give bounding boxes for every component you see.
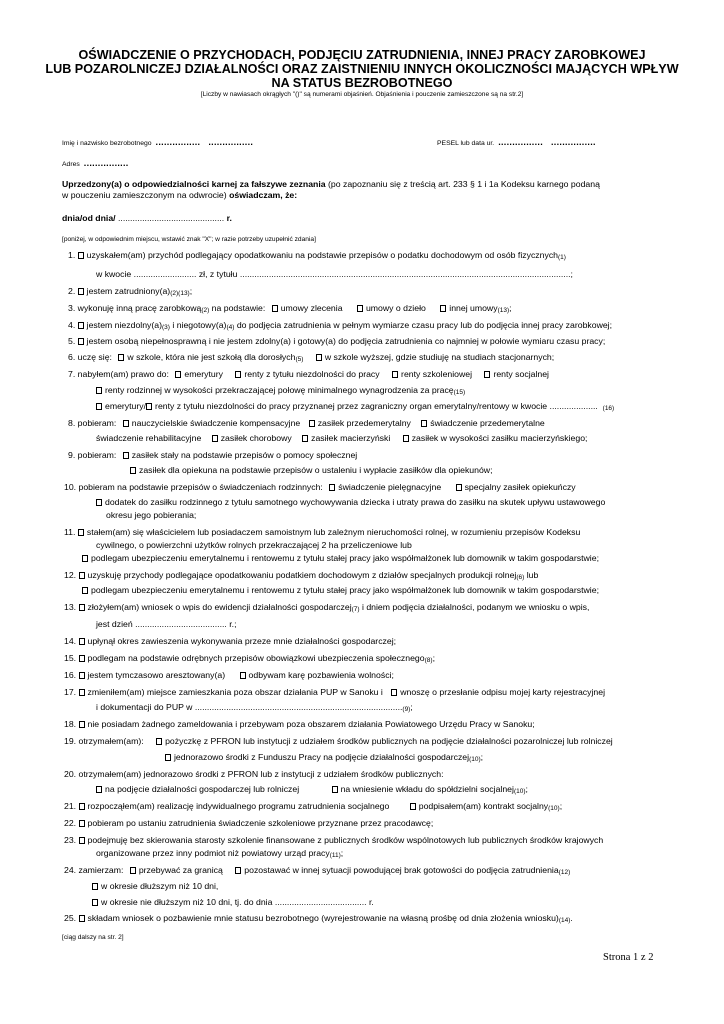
item-20-row2: na podjęcie działalności gospodarczej lub rolniczej na wniesienie wkładu do spółdzielni socjalnej(10); [96,784,528,797]
checkbox-dodatek[interactable] [96,499,102,506]
checkbox-umowa-zlecenia[interactable] [272,305,278,312]
checkbox-renty-rodzinnej[interactable] [96,387,102,394]
item-10: 10. pobieram na podstawie przepisów o świadczeniach rodzinnych: świadczenie pielęgnacyjne specjalny zasiłek opiekuńczy [64,482,576,492]
checkbox-renty-niezdolnosc[interactable] [235,371,241,378]
checkbox-zasilek-opiekuna[interactable] [130,467,136,474]
date-line[interactable]: dnia/od dnia/ ............................................ r. [62,213,232,223]
item-23: 23. podejmuję bez skierowania starosty szkolenie finansowane z publicznych środków wspólnotowych lub publicznych środków krajowych [64,835,604,845]
checkbox-item-4[interactable] [78,322,84,329]
checkbox-zasilek-przedemerytalny[interactable] [309,420,315,427]
item-13-date[interactable]: jest dzień ...................................... r.; [96,619,237,629]
checkbox-szkola[interactable] [118,354,124,361]
checkbox-item-18[interactable] [79,721,85,728]
checkbox-item-2[interactable] [78,288,84,295]
checkbox-nauczycielskie[interactable] [123,420,129,427]
item-7: 7. nabyłem(am) prawo do: emerytury renty z tytułu niezdolności do pracy renty szkoleniowej renty socjalnej [68,369,549,379]
item-9-row2: zasiłek dla opiekuna na podstawie przepisów o ustaleniu i wypłacie zasiłków dla opiekunów; [130,465,493,476]
checkbox-inna-umowa[interactable] [440,305,446,312]
checkbox-item-16[interactable] [79,672,85,679]
checkbox-dzialalnosc-rolnicza[interactable] [96,786,102,793]
checkbox-kara-wolnosci[interactable] [240,672,246,679]
checkbox-item-13[interactable] [79,604,85,611]
checkbox-item-17[interactable] [79,689,85,696]
checkbox-emerytury-zagr[interactable] [96,403,102,410]
item-3: 3. wykonuję inną pracę zarobkową(2) na podstawie: umowy zlecenia umowy o dzieło innej umowy(13); [68,303,512,314]
item-17-pup[interactable]: i dokumentacji do PUP w ......................................................................................(9); [96,702,413,713]
item-8-row2: świadczenie rehabilitacyjne zasiłek chorobowy zasiłek macierzyński zasiłek w wysokości zasiłku macierzyńskiego; [96,433,588,443]
checkbox-emerytury[interactable] [175,371,181,378]
item-10-dodatek-cont: okresu jego pobierania; [106,510,197,520]
checkbox-specjalny-zasilek[interactable] [456,484,462,491]
item-23-cont: organizowane przez inny podmiot niż powiatowy urząd pracy(11); [96,848,344,859]
item-22: 22. pobieram po ustaniu zatrudnienia świadczenie szkoleniowe przyznane przez pracodawcę; [64,818,434,828]
checkbox-renty-socjalnej[interactable] [484,371,490,378]
page-number: Strona 1 z 2 [603,952,654,963]
item-11-cont: cywilnego, o powierzchni użytków rolnych przekraczającej 2 ha przeliczeniowe lub [96,540,412,550]
instruction-note: [poniżej, w odpowiednim miejscu, wstawić znak "X"; w razie potrzeby uzupełnić zdania] [62,236,316,243]
item-6: 6. uczę się: w szkole, która nie jest szkołą dla dorosłych(5) w szkole wyższej, gdzie studiuję na studiach stacjonarnych; [68,352,555,363]
item-12-ubezpieczenie: podlegam ubezpieczeniu emerytalnemu i rentowemu z tytułu stałej pracy jako współmałżonek lub domownik w takim gospodarstwie; [82,585,599,596]
item-18: 18. nie posiadam żadnego zameldowania i przebywam poza obszarem działania Powiatowego Urzędu Pracy w Sanoku; [64,719,535,729]
item-1: 1. uzyskałem(am) przychód podlegający opodatkowaniu na podstawie przepisów o podatku dochodowym od osób fizycznych(1) [68,250,566,261]
item-24: 24. zamierzam: przebywać za granicą pozostawać w innej sytuacji powodującej brak gotowości do podjęcia zatrudnienia(12) [64,865,571,876]
item-11-ubezpieczenie: podlegam ubezpieczeniu emerytalnemu i rentowemu z tytułu stałej pracy jako współmałżonek lub domownik w takim gospodarstwie; [82,553,599,564]
pesel-field[interactable]: PESEL lub data ur. ................ ................ [437,137,596,147]
item-16: 16. jestem tymczasowo aresztowany(a) odbywam karę pozbawienia wolności; [64,670,394,680]
checkbox-macierzynski[interactable] [403,435,409,442]
checkbox-szkola-wyzsza[interactable] [316,354,322,361]
checkbox-zasilek-staly[interactable] [123,452,129,459]
checkbox-item-23[interactable] [79,837,85,844]
item-24-under10[interactable]: w okresie nie dłuższym niż 10 dni, tj. do dnia ...................................... r. [92,897,374,908]
checkbox-item-12[interactable] [79,572,85,579]
checkbox-renty-szkoleniowej[interactable] [392,371,398,378]
item-17: 17. zmieniłem(am) miejsce zamieszkania poza obszar działania PUP w Sanoku i wnoszę o przesłanie odpisu mojej karty rejestracyjnej [64,687,605,697]
item-1-amount[interactable]: w kwocie .......................... zł, z tytułu .........................................................................................................................................; [96,269,573,279]
item-19-row2: jednorazowo środki z Funduszu Pracy na podjęcie działalności gospodarczej(10); [165,752,483,765]
checkbox-pozyczka-pfron[interactable] [156,738,162,745]
item-9: 9. pobieram: zasiłek stały na podstawie przepisów o pomocy społecznej [68,450,358,460]
item-12: 12. uzyskuję przychody podlegające opodatkowaniu podatkiem dochodowym z działów specjalnych produkcji rolnej(6) lub [64,570,539,581]
item-10-dodatek: dodatek do zasiłku rodzinnego z tytułu samotnego wychowywania dziecka i utraty prawa do zasiłku na skutek upływu ustawowego [96,497,605,508]
item-8: 8. pobieram: nauczycielskie świadczenie kompensacyjne zasiłek przedemerytalny świadczenie przedemerytalne [68,418,545,428]
checkbox-swiadczenie-przedemerytalne[interactable] [421,420,427,427]
name-field[interactable]: Imię i nazwisko bezrobotnego ................ ................ [62,137,254,147]
intro-statement: Uprzedzony(a) o odpowiedzialności karnej za fałszywe zeznania (po zapoznaniu się z treścią art. 233 § 1 i 1a Kodeksu karnego podaną w pouczeniu zamieszczonym na odwrocie) oświadczam, że: [62,179,600,200]
checkbox-powyzej-10-dni[interactable] [92,883,98,890]
item-13: 13. złożyłem(am) wniosek o wpis do ewidencji działalności gospodarczej(7) i dniem podjęcia działalności, podanym we wniosku o wpis, [64,602,590,613]
form-title: OŚWIADCZENIE O PRZYCHODACH, PODJĘCIU ZATRUDNIENIA, INNEJ PRACY ZAROBKOWEJ LUB POZAROLNICZEJ DZIAŁALNOŚCI ORAZ ZAISTNIENIU INNYCH OKOLICZNOŚCI MAJĄCYCH WPŁYW NA STATUS BEZROBOTNEGO [45,48,679,90]
item-11: 11. stałem(am) się właścicielem lub posiadaczem samoistnym lub zależnym nieruchomości rolnej, w rozumieniu przepisów Kodeksu [64,527,581,537]
form-subtitle: [Liczby w nawiasach okrągłych "()" są numerami objaśnień. Objaśnienia i pouczenie zamieszczone są na str.2] [200,91,524,98]
checkbox-item-5[interactable] [78,338,84,345]
checkbox-item-25[interactable] [79,915,85,922]
item-7-renta-rodzinna: renty rodzinnej w wysokości przekraczającej połowę minimalnego wynagrodzenia za pracę(15) [96,385,465,398]
address-field[interactable]: Adres ................ [62,158,129,168]
checkbox-ponizej-10-dni[interactable] [92,899,98,906]
item-24-over10: w okresie dłuższym niż 10 dni, [92,881,218,892]
checkbox-inna-sytuacja[interactable] [235,867,241,874]
checkbox-item-11-ubezpieczenie[interactable] [82,555,88,562]
continued-note: [ciąg dalszy na str. 2] [62,934,124,941]
checkbox-za-granica[interactable] [130,867,136,874]
checkbox-item-15[interactable] [79,655,85,662]
item-19: 19. otrzymałem(am): pożyczkę z PFRON lub instytucji z udziałem środków publicznych na podjęcie działalności pozarolniczej lub rolniczej [64,736,613,746]
item-7-zagraniczna: emerytury/ renty z tytułu niezdolności do pracy przyznanej przez zagraniczny organ emerytalny/rentowy w kwocie .................... (16) [96,401,614,414]
item-15: 15. podlegam na podstawie odrębnych przepisów obowiązkowi ubezpieczenia społecznego(8); [64,653,435,664]
item-2: 2. jestem zatrudniony(a)(2)(13); [68,286,193,297]
checkbox-renty-zagr[interactable] [146,403,152,410]
item-5: 5. jestem osobą niepełnosprawną i nie jestem zdolny(a) i gotowy(a) do podjęcia zatrudnienia co najmniej w połowie wymiaru czasu pracy; [68,336,606,346]
checkbox-umowa-o-dzielo[interactable] [357,305,363,312]
checkbox-kontrakt-socjalny[interactable] [410,803,416,810]
checkbox-item-11[interactable] [78,529,84,536]
item-14: 14. upłynął okres zawieszenia wykonywania przeze mnie działalności gospodarczej; [64,636,397,646]
item-20: 20. otrzymałem(am) jednorazowo środki z PFRON lub z instytucji z udziałem środków publicznych: [64,769,444,779]
checkbox-item-22[interactable] [79,820,85,827]
checkbox-pielegnacyjne[interactable] [329,484,335,491]
checkbox-item-14[interactable] [79,638,85,645]
checkbox-rehabilitacyjne[interactable] [212,435,218,442]
checkbox-spoldzielnia[interactable] [332,786,338,793]
checkbox-fundusz-pracy[interactable] [165,754,171,761]
checkbox-przeslanie-karty[interactable] [391,689,397,696]
checkbox-item-12-ubezpieczenie[interactable] [82,587,88,594]
checkbox-item-1[interactable] [78,252,84,259]
item-25: 25. składam wniosek o pozbawienie mnie statusu bezrobotnego (wyrejestrowanie na własną prośbę od dnia złożenia wniosku)(14). [64,913,573,924]
item-21: 21. rozpocząłem(am) realizację indywidualnego programu zatrudnienia socjalnego podpisałem(am) kontrakt socjalny(10); [64,801,563,812]
item-4: 4. jestem niezdolny(a)(3) i niegotowy(a)(4) do podjęcia zatrudnienia w pełnym wymiarze czasu pracy lub do podjęcia innej pracy zarobkowej; [68,320,613,331]
checkbox-chorobowy[interactable] [302,435,308,442]
checkbox-item-21[interactable] [79,803,85,810]
